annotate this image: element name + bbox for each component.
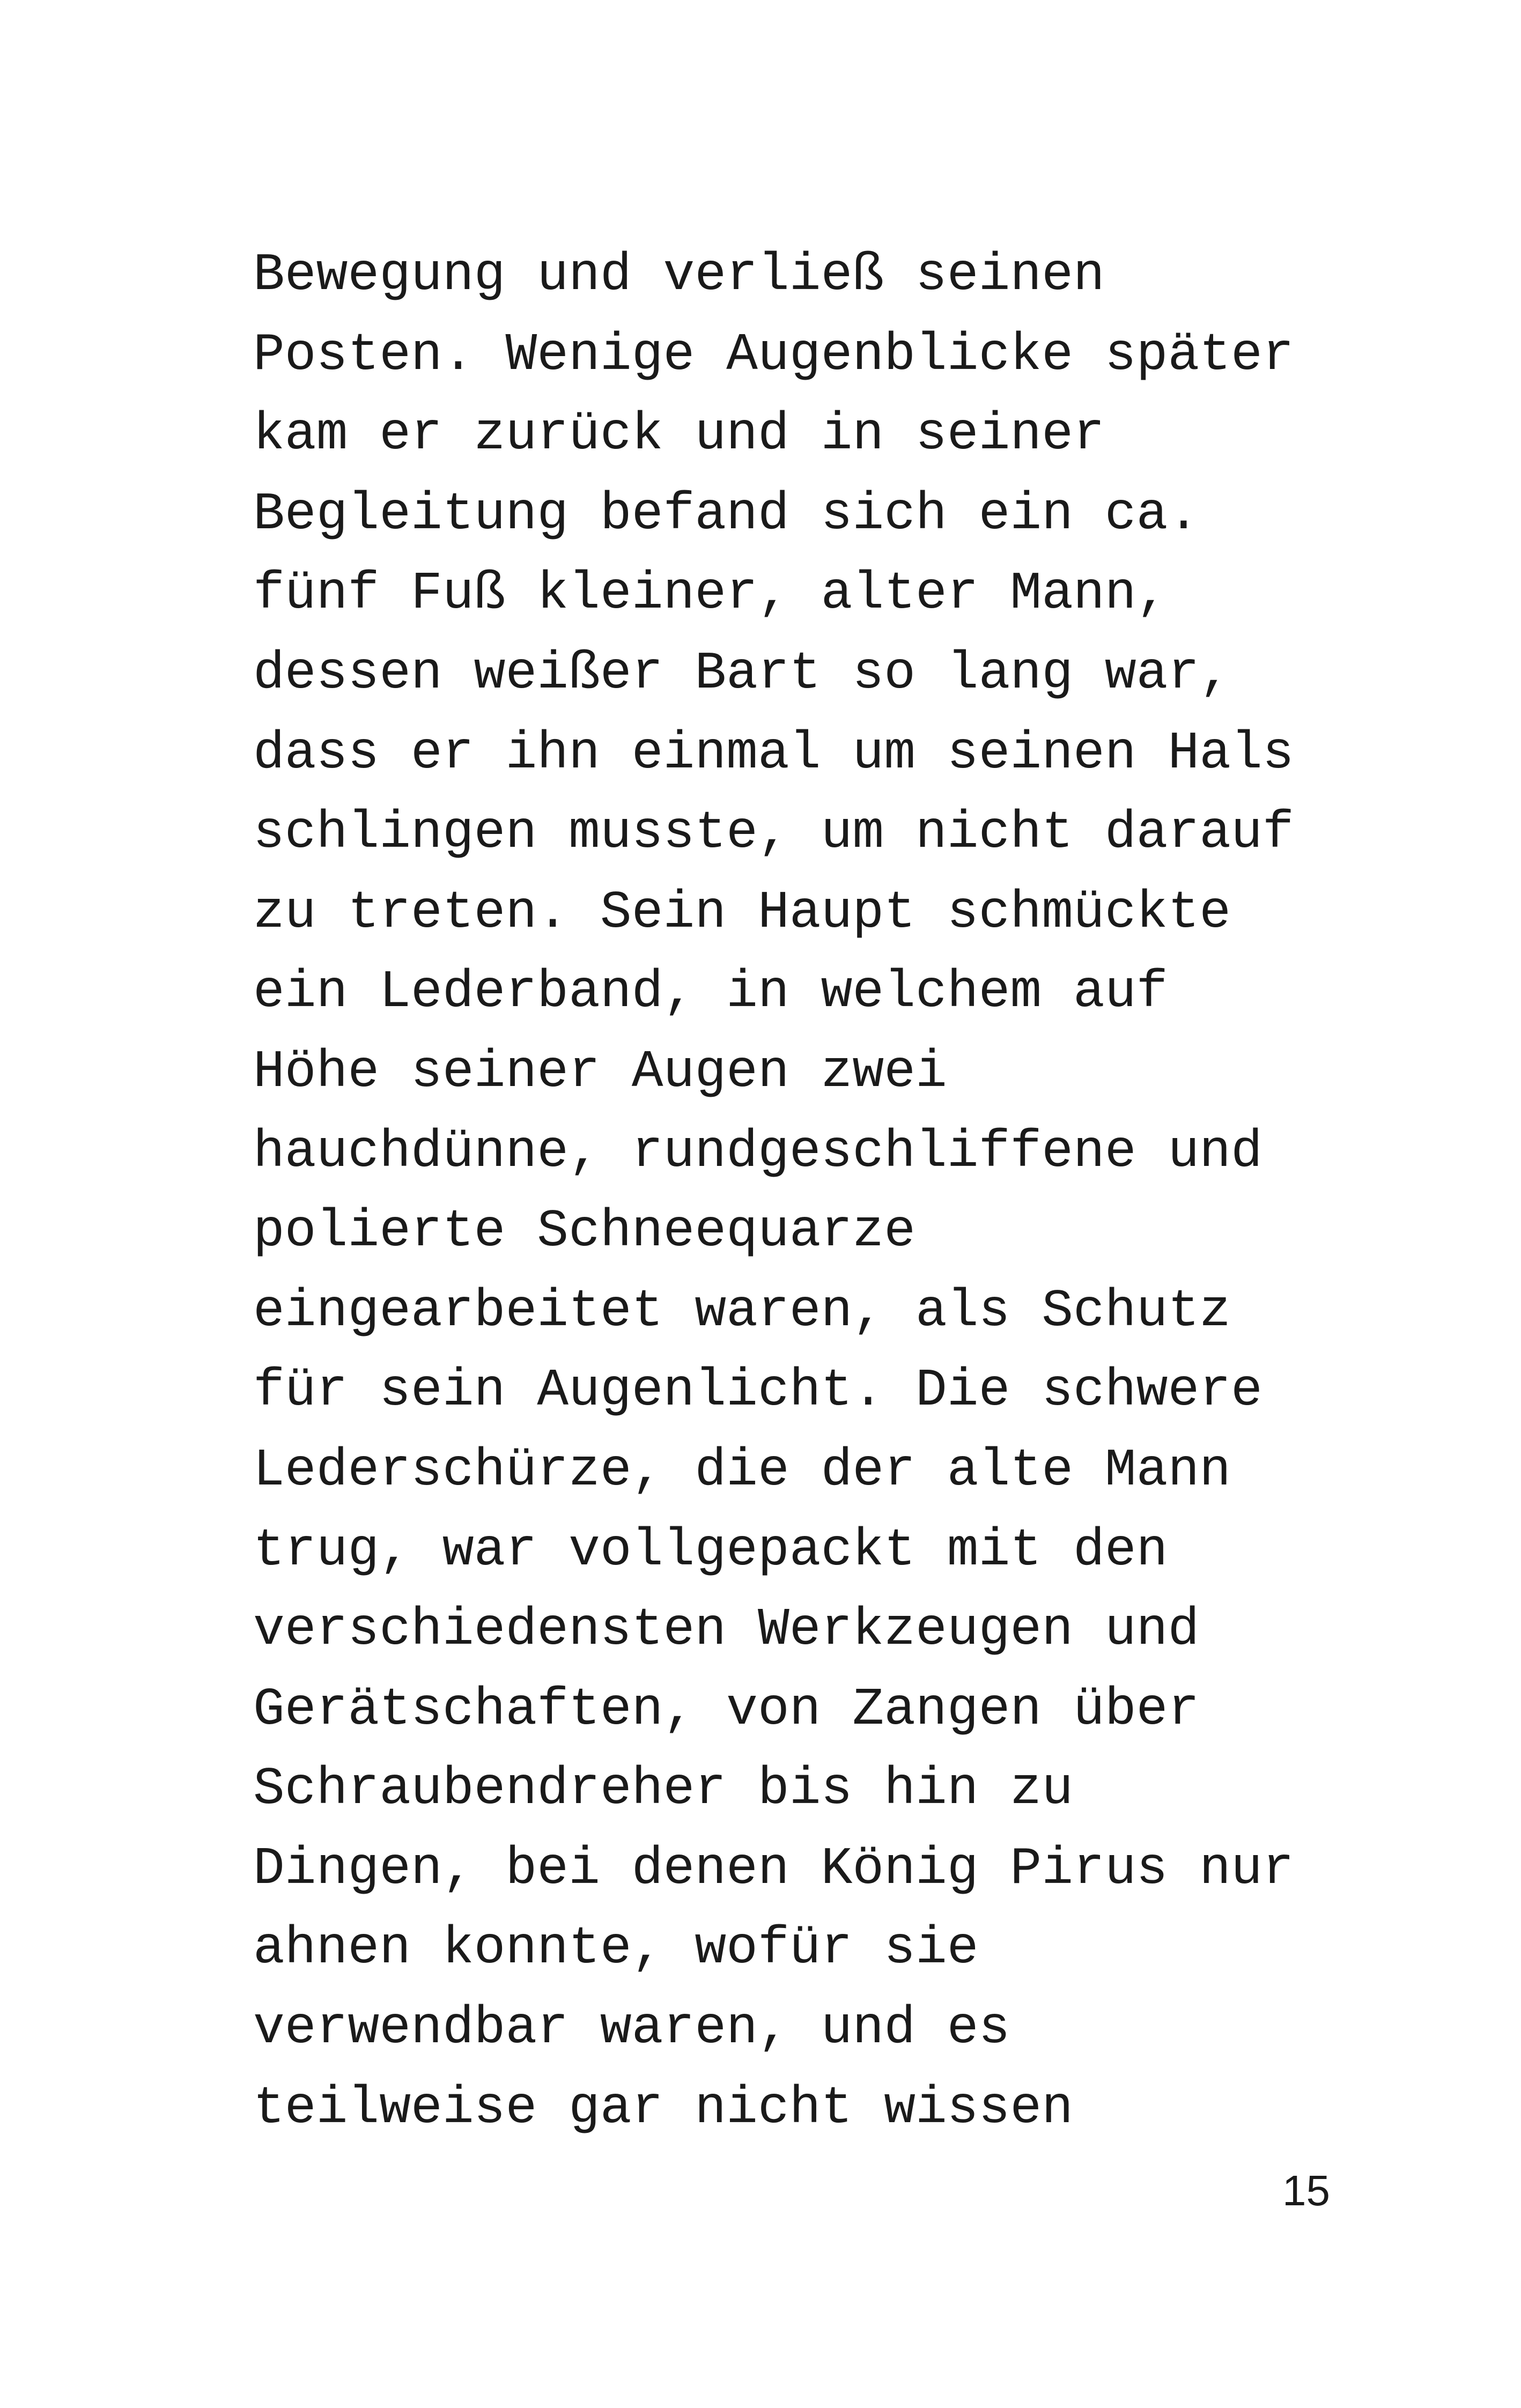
body-text — [253, 236, 1379, 2148]
text-line: ein Lederband, in welchem auf — [253, 963, 1168, 1023]
text-line: dass er ihn einmal um seinen Hals — [253, 723, 1294, 784]
text-line: polierte Schneequarze — [253, 1202, 916, 1262]
text-line: verschiedensten Werkzeugen und — [253, 1600, 1200, 1660]
text-line: ahnen konnte, wofür sie — [253, 1919, 979, 1979]
text-line: Dingen, bei denen König Pirus nur — [253, 1839, 1294, 1899]
page-number: 15 — [1282, 2167, 1330, 2214]
text-line: trug, war vollgepackt mit den — [253, 1520, 1168, 1580]
text-line: Gerätschaften, von Zangen über — [253, 1680, 1200, 1740]
text-line: dessen weißer Bart so lang war, — [253, 644, 1231, 704]
text-line: Posten. Wenige Augenblicke später — [253, 325, 1294, 385]
text-line: kam er zurück und in seiner — [253, 405, 1105, 465]
text-line: Lederschürze, die der alte Mann — [253, 1441, 1231, 1501]
text-line: Schraubendreher bis hin zu — [253, 1760, 1074, 1820]
text-line: für sein Augenlicht. Die schwere — [253, 1361, 1262, 1421]
text-line: eingearbeitet waren, als Schutz — [253, 1281, 1231, 1341]
text-line: teilweise gar nicht wissen — [253, 2078, 1074, 2138]
text-line: Bewegung und verließ seinen — [253, 246, 1105, 305]
text-line: fünf Fuß kleiner, alter Mann, — [253, 564, 1168, 624]
text-line: Begleitung befand sich ein ca. — [253, 484, 1200, 544]
text-line: Höhe seiner Augen zwei — [253, 1042, 947, 1102]
text-line: schlingen musste, um nicht darauf — [253, 803, 1294, 863]
text-line: hauchdünne, rundgeschliffene und — [253, 1122, 1262, 1182]
text-line: zu treten. Sein Haupt schmückte — [253, 883, 1231, 943]
text-line: verwendbar waren, und es — [253, 1999, 1010, 2059]
